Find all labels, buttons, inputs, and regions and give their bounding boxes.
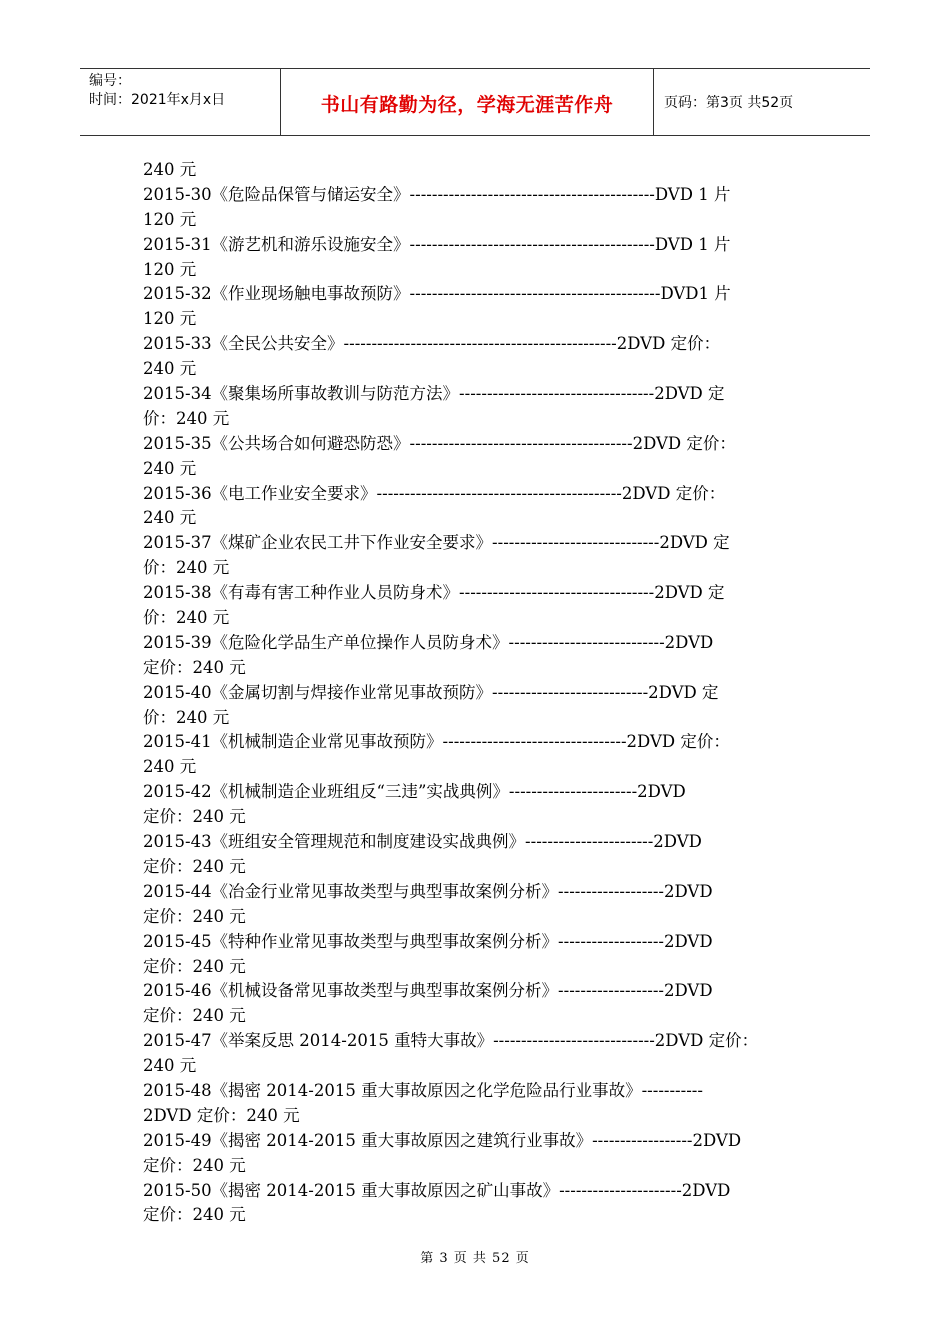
- text-line: 2015-39《危险化学品生产单位操作人员防身术》----------------------------2DVD: [143, 632, 714, 652]
- text-line: 2015-41《机械制造企业常见事故预防》---------------------------------2DVD 定价：: [143, 732, 730, 752]
- text-line: 2015-35《公共场合如何避恐防恐》----------------------------------------2DVD 定价：: [143, 433, 736, 453]
- text-line: 定价：240 元: [143, 956, 246, 976]
- text-line: 2015-34《聚集场所事故教训与防范方法》-----------------------------------2DVD 定: [143, 384, 725, 404]
- text-line: 定价：240 元: [143, 856, 246, 876]
- document-body: [143, 158, 823, 1228]
- text-line: 2015-33《全民公共安全》-------------------------------------------------2DVD 定价：: [143, 334, 721, 354]
- text-line: 120 元: [143, 209, 197, 229]
- text-line: 2015-45《特种作业常见事故类型与典型事故案例分析》-------------------2DVD: [143, 931, 713, 951]
- text-line: 240 元: [143, 458, 197, 478]
- text-line: 120 元: [143, 309, 197, 329]
- text-line: 定价：240 元: [143, 657, 246, 677]
- header-motto: 书山有路勤为径，学海无涯苦作舟: [281, 69, 654, 135]
- text-line: 120 元: [143, 259, 197, 279]
- text-line: 240 元: [143, 757, 197, 777]
- text-line: 2015-50《揭密 2014-2015 重大事故原因之矿山事故》----------------------2DVD: [143, 1180, 731, 1200]
- text-line: 定价：240 元: [143, 807, 246, 827]
- text-line: 2015-46《机械设备常见事故类型与典型事故案例分析》-------------------2DVD: [143, 981, 713, 1001]
- text-line: 2DVD 定价：240 元: [143, 1105, 300, 1125]
- text-line: 价：240 元: [143, 707, 230, 727]
- text-line: 240 元: [143, 1056, 197, 1076]
- text-line: 价：240 元: [143, 608, 230, 628]
- text-line: 2015-43《班组安全管理规范和制度建设实战典例》-----------------------2DVD: [143, 832, 702, 852]
- text-line: 2015-40《金属切割与焊接作业常见事故预防》----------------------------2DVD 定: [143, 682, 719, 702]
- text-line: 2015-36《电工作业安全要求》--------------------------------------------2DVD 定价：: [143, 483, 726, 503]
- text-line: 2015-49《揭密 2014-2015 重大事故原因之建筑行业事故》------------------2DVD: [143, 1130, 742, 1150]
- text-line: 2015-47《举案反思 2014-2015 重特大事故》-----------------------------2DVD 定价：: [143, 1031, 759, 1051]
- text-line: 240 元: [143, 359, 197, 379]
- text-line: 定价：240 元: [143, 1155, 246, 1175]
- text-line: 2015-48《揭密 2014-2015 重大事故原因之化学危险品行业事故》-----------: [143, 1080, 703, 1100]
- page-footer: 第 3 页 共 52 页: [420, 1251, 530, 1266]
- text-line: 价：240 元: [143, 558, 230, 578]
- header-meta: [80, 69, 281, 135]
- text-line: 定价：240 元: [143, 906, 246, 926]
- text-line: 定价：240 元: [143, 1205, 246, 1225]
- text-line: 2015-44《冶金行业常见事故类型与典型事故案例分析》-------------------2DVD: [143, 881, 713, 901]
- header-page-info: 页码：第3页 共52页: [664, 95, 794, 111]
- text-line: 2015-37《煤矿企业农民工井下作业安全要求》------------------------------2DVD 定: [143, 533, 730, 553]
- text-line: 2015-30《危险品保管与储运安全》--------------------------------------------DVD 1 片: [143, 184, 731, 204]
- text-line: 240 元: [143, 160, 197, 179]
- text-line: 2015-32《作业现场触电事故预防》---------------------------------------------DVD1 片: [143, 284, 731, 304]
- text-line: 2015-38《有毒有害工种作业人员防身术》-----------------------------------2DVD 定: [143, 583, 725, 603]
- page-header: [80, 68, 870, 136]
- serial-label: 编号：: [89, 73, 131, 89]
- text-line: 240 元: [143, 508, 197, 528]
- text-line: 价：240 元: [143, 408, 230, 428]
- text-line: 2015-42《机械制造企业班组反“三违”实战典例》-----------------------2DVD: [143, 782, 686, 802]
- text-line: 定价：240 元: [143, 1006, 246, 1026]
- time-label: 时间：2021年x月x日: [89, 92, 226, 108]
- text-line: 2015-31《游艺机和游乐设施安全》--------------------------------------------DVD 1 片: [143, 234, 731, 254]
